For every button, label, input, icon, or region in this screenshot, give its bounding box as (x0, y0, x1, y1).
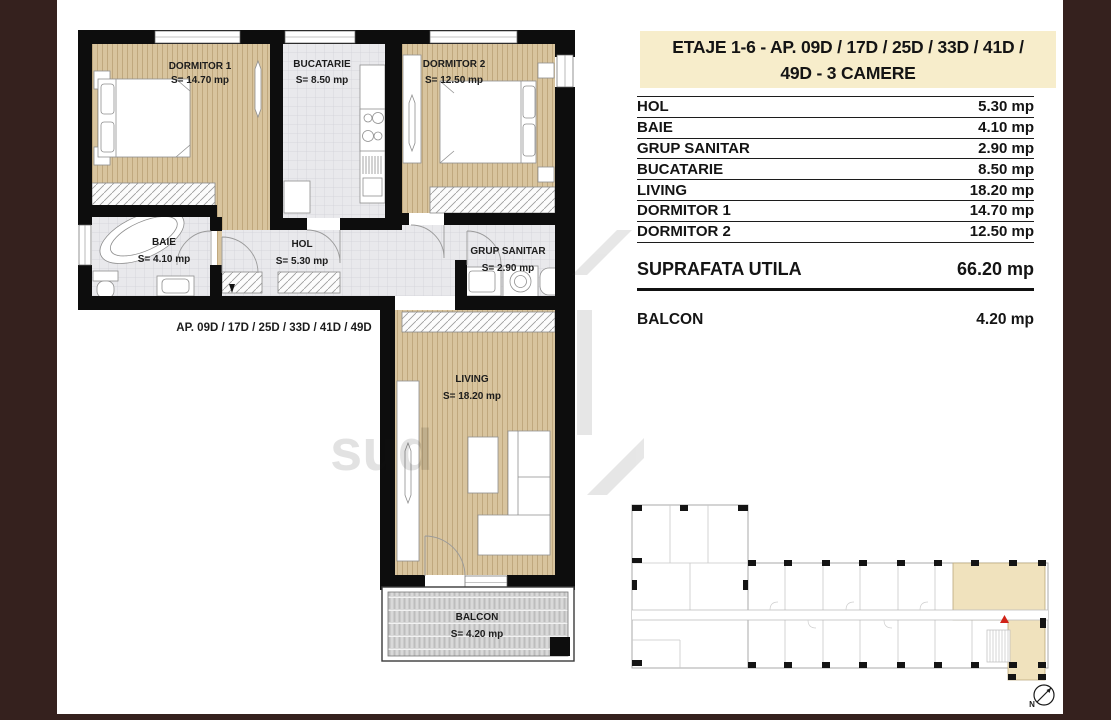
table-row (637, 180, 1034, 201)
room-area-grup-sanitar: S= 2.90 mp (481, 263, 535, 274)
room-area-balcon: S= 4.20 mp (450, 629, 504, 640)
area-table (637, 96, 1034, 243)
site-corridor (632, 610, 1048, 620)
title-line1: ETAJE 1-6 - AP. 09D / 17D / 25D / 33D / 41D / (672, 36, 1024, 57)
row-value: 12.50 mp (969, 223, 1034, 241)
room-area-dormitor1: S= 14.70 mp (170, 75, 230, 86)
kitchen-cabinet (284, 181, 310, 213)
row-value: 14.70 mp (969, 202, 1034, 220)
room-area-dormitor2: S= 12.50 mp (424, 75, 484, 86)
room-label-balcon: BALCON (455, 612, 499, 623)
row-value: 8.50 mp (978, 160, 1034, 178)
room-label-bucatarie: BUCATARIE (293, 59, 351, 70)
room-label-baie: BAIE (152, 237, 176, 248)
floor-plan (72, 25, 647, 665)
apartment-numbers-line: AP. 09D / 17D / 25D / 33D / 41D / 49D (176, 322, 372, 334)
balcony-area-row (637, 311, 1034, 329)
room-area-hol: S= 5.30 mp (275, 256, 329, 267)
table-row (637, 222, 1034, 243)
title-line2: 49D - 3 CAMERE (780, 62, 916, 83)
site-key-plan (620, 500, 1063, 710)
total-usable-area-row (637, 259, 1034, 291)
room-label-living: LIVING (455, 374, 489, 385)
total-value: 66.20 mp (956, 259, 1034, 279)
table-row (637, 201, 1034, 222)
row-label: BUCATARIE (637, 160, 724, 178)
north-label: N (1029, 700, 1035, 709)
bed-dormitor2 (440, 81, 536, 163)
radiator (255, 61, 261, 117)
table-row (637, 118, 1034, 139)
room-label-hol: HOL (291, 239, 313, 250)
table-row (637, 97, 1034, 118)
room-label-dormitor2: DORMITOR 2 (422, 59, 486, 70)
room-area-bucatarie: S= 8.50 mp (295, 75, 349, 86)
row-label: LIVING (637, 181, 688, 199)
table-row (637, 159, 1034, 180)
balcony-value: 4.20 mp (976, 311, 1034, 328)
radiator (409, 95, 415, 151)
balcony-label: BALCON (637, 311, 704, 328)
site-stairs (987, 630, 1010, 662)
row-label: DORMITOR 1 (637, 202, 731, 220)
row-value: 2.90 mp (978, 139, 1034, 157)
room-label-grup-sanitar: GRUP SANITAR (470, 246, 546, 257)
row-label: DORMITOR 2 (637, 223, 731, 241)
room-area-living: S= 18.20 mp (442, 391, 502, 402)
row-value: 4.10 mp (978, 119, 1034, 137)
row-value: 18.20 mp (969, 181, 1034, 199)
title-block (640, 31, 1056, 88)
stove (360, 109, 385, 151)
table-row (637, 139, 1034, 160)
row-label: HOL (637, 98, 669, 116)
toilet (93, 271, 118, 281)
row-value: 5.30 mp (978, 98, 1034, 116)
coffee-table (468, 437, 498, 493)
svg-text:sud: sud (330, 418, 434, 483)
compass-icon (1029, 685, 1054, 709)
balcony (382, 587, 574, 661)
row-label: GRUP SANITAR (637, 139, 750, 157)
room-area-baie: S= 4.10 mp (137, 254, 191, 265)
total-label: SUPRAFATA UTILA (637, 259, 802, 279)
room-label-dormitor1: DORMITOR 1 (168, 61, 232, 72)
row-label: BAIE (637, 119, 673, 137)
